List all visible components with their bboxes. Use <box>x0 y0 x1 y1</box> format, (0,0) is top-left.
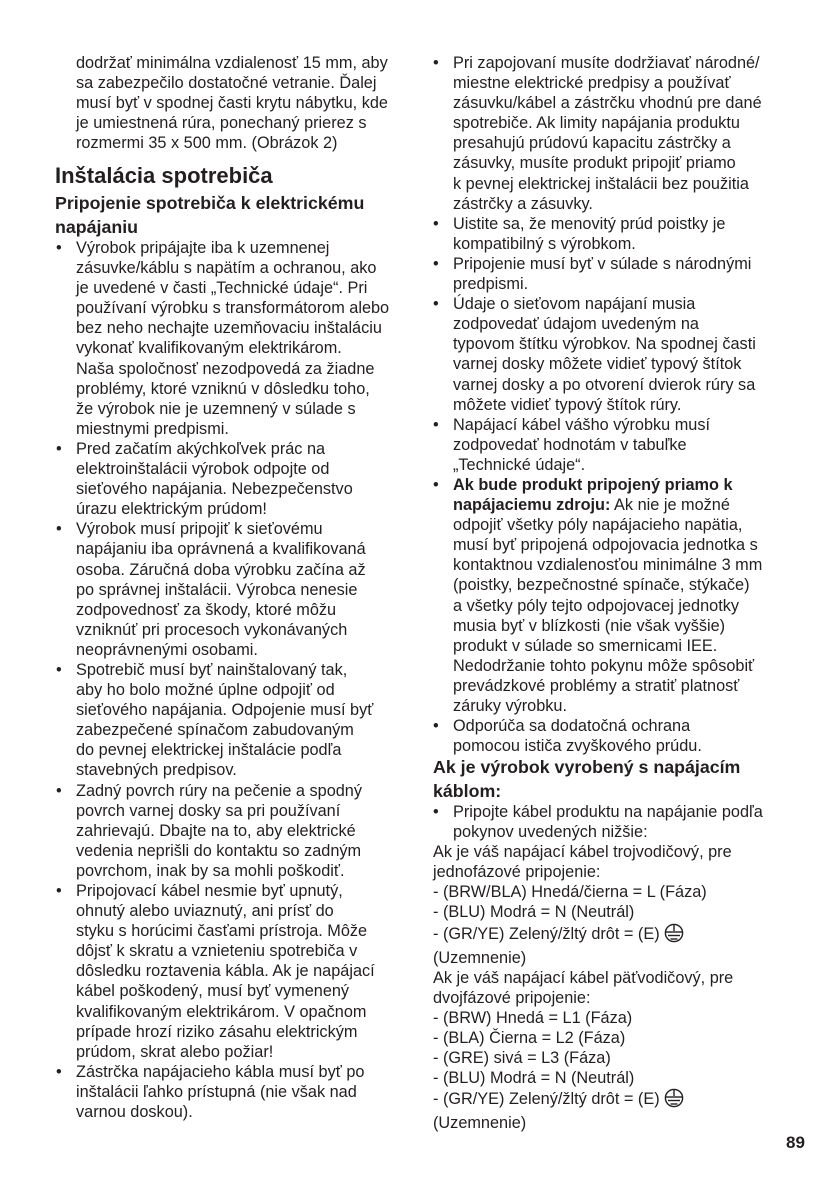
list-item-text: Zástrčka napájacieho kábla musí byť po inštalácii ľahko prístupná (nie však nad varnou doskou). <box>76 1062 365 1122</box>
list-item <box>56 439 389 519</box>
wire-line: - (BLA) Čierna = L2 (Fáza) <box>433 1029 626 1048</box>
intro-paragraph <box>76 53 388 153</box>
list-item <box>56 1062 389 1122</box>
list-item <box>56 660 389 781</box>
bullet-icon: • <box>433 475 439 494</box>
list-item-text: Pri zapojovaní musíte dodržiavať národné/ miestne elektrické predpisy a používať zásuvku/kábel a zástrčku vhodnú pre dané spotrebiče. Ak limity napájania produktu presahujú prúdovú kapacitu zástrčky a zásuvky, musíte produkt pripojiť priamo k pevnej elektrickej inštalácii bez použitia zástrčky a zásuvky. <box>453 54 762 213</box>
bullet-icon: • <box>56 439 62 458</box>
bullet-icon: • <box>56 660 62 679</box>
bullet-icon: • <box>56 1062 62 1081</box>
wire-line: - (BLU) Modrá = N (Neutrál) <box>433 1069 635 1088</box>
cable-heading-text: Ak je výrobok vyrobený s napájacím káblom: <box>433 757 741 801</box>
wire-line-earth <box>433 1088 763 1113</box>
list-item-text: Odporúča sa dodatočná ochrana pomocou ističa zvyškového prúdu. <box>453 717 702 756</box>
cable-heading <box>433 756 740 803</box>
list-item <box>433 415 762 475</box>
list-item-text: Údaje o sieťovom napájaní musia zodpovedať údajom uvedeným na typovom štítku výrobkov. Na spodnej časti varnej dosky môžete vidieť typový štítok varnej dosky a po otvorení dvierok rúry sa môžete vidieť typový štítok rúry. <box>453 295 756 414</box>
list-item-text: Pripojte kábel produktu na napájanie podľa pokynov uvedených nižšie: <box>453 803 763 842</box>
subsection-title: Pripojenie spotrebiča k elektrickému napájaniu <box>55 193 365 237</box>
wire-line: - (BRW/BLA) Hnedá/čierna = L (Fáza) <box>433 883 707 902</box>
list-item-text: Napájací kábel vášho výrobku musí zodpovedať hodnotám v tabuľke „Technické údaje“. <box>453 415 711 474</box>
list-item-text: Pred začatím akýchkoľvek prác na elektroinštalácii výrobok odpojte od sieťového napájania. Nebezpečenstvo úrazu elektrickým prúdom! <box>76 439 353 519</box>
list-item <box>56 781 389 881</box>
bullet-icon: • <box>56 520 62 539</box>
wire-line: - (BRW) Hnedá = L1 (Fáza) <box>433 1008 633 1027</box>
wire-line-earth <box>433 923 763 948</box>
earth-ground-icon <box>664 1088 684 1113</box>
section-heading <box>55 162 273 190</box>
list-item <box>56 238 389 439</box>
list-item-text: Pripojovací kábel nesmie byť upnutý, ohnutý alebo uviaznutý, ani prísť do styku s horúcimi časťami prístroja. Môže dôjsť k skratu a vznieteniu spotrebiča v dôsledku roztavenia kábla. Ak je napájací kábel poškodený, musí byť vymenený kvalifikovaným elektrikárom. V opačnom prípade hrozí riziko zásahu elektrickým prúdom, skrat alebo požiar! <box>76 882 375 1061</box>
list-item <box>433 716 762 756</box>
three-core-intro: Ak je váš napájací kábel trojvodičový, pre jednofázové pripojenie: <box>433 843 732 882</box>
list-item-text: Zadný povrch rúry na pečenie a spodný povrch varnej dosky sa pri používaní zahrievajú. Dbajte na to, aby elektrické vedenia neprišli do kontaktu so zadným povrchom, inak by sa mohli poškodiť. <box>76 781 362 880</box>
wire-line-text: - (GR/YE) Zelený/žltý drôt = (E) <box>433 1090 660 1109</box>
bullet-icon: • <box>56 239 62 257</box>
list-item-direct-connection <box>433 475 762 716</box>
list-item-text: Spotrebič musí byť nainštalovaný tak, aby ho bolo možné úplne odpojiť od sieťového napájania. Odpojenie musí byť zabezpečené spínačom zabudovaným do pevnej elektrickej inštalácie podľa stavebných predpisov. <box>76 660 374 780</box>
bullet-icon: • <box>433 254 439 273</box>
list-item-text: Pripojenie musí byť v súlade s národnými predpismi. <box>453 254 752 294</box>
list-item <box>433 254 762 294</box>
list-item-text: Výrobok pripájajte iba k uzemnenej zásuvke/káblu s napätím a ochranou, ako je uvedené v časti „Technické údaje“. Pri používaní výrobku s transformátorom alebo bez neho nechajte uzemňovaciu inštaláciu vykonať kvalifikovaným elektrikárom. Naša spoločnosť nezodpovedá za žiadne problémy, ktoré vzniknú v dôsledku toho, že výrobok nie je uzemnený v súlade s miestnymi predpismi. <box>76 239 390 438</box>
bullet-icon: • <box>433 415 439 434</box>
bullet-icon: • <box>433 803 439 821</box>
direct-connection-lead: Ak bude produkt pripojený priamo k napájaciemu zdroju: <box>453 475 733 515</box>
list-item <box>56 519 389 660</box>
list-item <box>433 53 762 214</box>
direct-connection-text: Ak nie je možné odpojiť všetky póly napájacieho napätia, musí byť pripojená odpojovacia jednotka s kontaktnou vzdialenosťou minimálne 3 mm (poistky, bezpečnostné spínače, stýkače) a všetky póly tejto odpojovacej jednotky musia byť v blízkosti (nie však vyššie) produkt v súlade so smernicami IEE. Nedodržanie tohto pokynu môže spôsobiť prevádzkové problémy a stratiť platnosť záruky výrobku. <box>453 496 763 715</box>
earth-ground-icon <box>664 923 684 948</box>
list-item-text: Výrobok musí pripojiť k sieťovému napájaniu iba oprávnená a kvalifikovaná osoba. Záručná doba výrobku začína až po správnej inštalácii. Výrobca nenesie zodpovednosť za škody, ktoré môžu vzniknúť pri procesoch vykonávaných neoprávnenými osobami. <box>76 520 366 659</box>
bullet-icon: • <box>433 214 439 233</box>
list-item-text: Uistite sa, že menovitý prúd poistky je kompatibilný s výrobkom. <box>453 214 726 253</box>
bullet-icon: • <box>433 295 439 314</box>
list-item <box>433 802 763 842</box>
intro-text: dodržať minimálna vzdialenosť 15 mm, aby sa zabezpečilo dostatočné vetranie. Ďalej musí byť v spodnej časti krytu nábytku, kde je umiestnená rúra, ponechaný prierez s rozmermi 35 x 500 mm. (Obrázok 2) <box>76 54 388 153</box>
cable-instructions <box>433 802 763 1134</box>
list-item <box>433 214 762 254</box>
right-bullet-list <box>433 53 762 756</box>
list-item <box>433 294 762 415</box>
subsection-heading <box>55 192 364 239</box>
bullet-icon: • <box>433 54 439 72</box>
wire-line: - (GRE) sivá = L3 (Fáza) <box>433 1049 611 1068</box>
bullet-icon: • <box>433 717 439 736</box>
list-item <box>56 881 389 1062</box>
section-title: Inštalácia spotrebiča <box>55 163 273 188</box>
bullet-icon: • <box>56 781 62 800</box>
wire-line-text: - (GR/YE) Zelený/žltý drôt = (E) <box>433 924 660 943</box>
left-bullet-list <box>56 238 389 1122</box>
five-core-intro: Ak je váš napájací kábel päťvodičový, pre dvojfázové pripojenie: <box>433 968 734 1007</box>
page-number: 89 <box>786 1133 805 1152</box>
wire-line: - (BLU) Modrá = N (Neutrál) <box>433 903 635 922</box>
bullet-icon: • <box>56 882 62 900</box>
earth-label: (Uzemnenie) <box>433 948 527 967</box>
earth-label: (Uzemnenie) <box>433 1114 527 1133</box>
